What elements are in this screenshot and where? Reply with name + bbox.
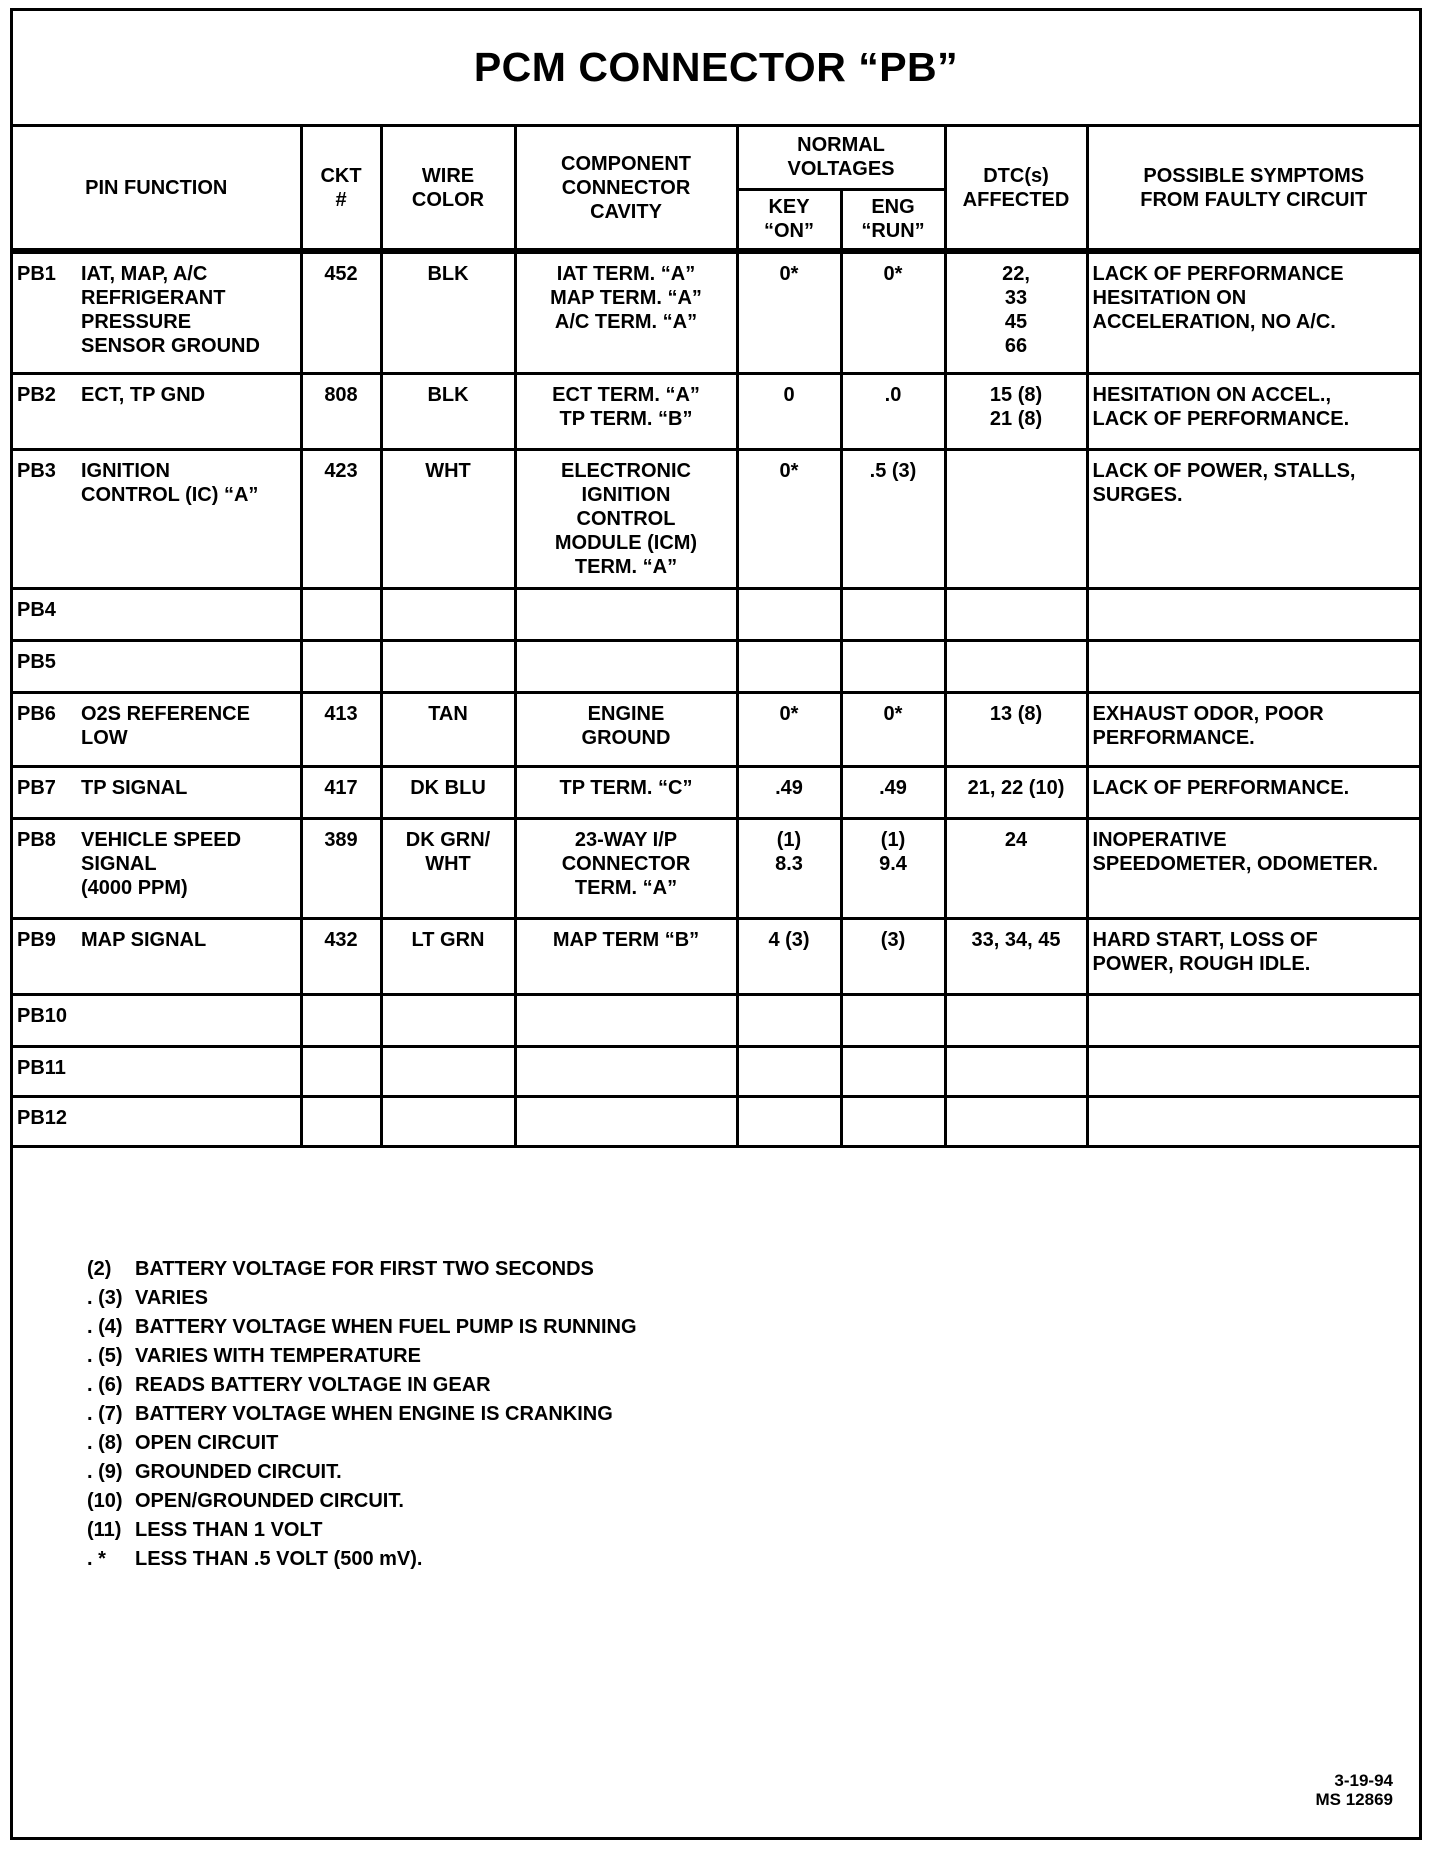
list-item	[87, 1313, 637, 1342]
dtc-affected: 15 (8) 21 (8)	[945, 373, 1087, 449]
note-text: GROUNDED CIRCUIT.	[135, 1461, 342, 1483]
eng-run-voltage: .5 (3)	[841, 449, 945, 588]
ckt-number: 432	[301, 918, 381, 994]
component-cavity	[515, 588, 737, 640]
dtc-affected	[945, 994, 1087, 1046]
pin-id: PB3	[17, 459, 56, 482]
component-cavity	[515, 1046, 737, 1096]
possible-symptoms: INOPERATIVE SPEEDOMETER, ODOMETER.	[1087, 818, 1419, 918]
pin-id: PB5	[17, 650, 56, 673]
note-marker: (2)	[87, 1258, 112, 1280]
dtc-affected	[945, 449, 1087, 588]
eng-run-voltage: (3)	[841, 918, 945, 994]
wire-color: DK BLU	[381, 766, 515, 818]
wire-color: DK GRN/ WHT	[381, 818, 515, 918]
page-title: PCM CONNECTOR “PB”	[13, 11, 1419, 127]
key-on-voltage: 4 (3)	[737, 918, 841, 994]
pin-function	[81, 598, 296, 622]
pin-function	[81, 1056, 296, 1080]
pin-id: PB7	[17, 776, 56, 799]
note-text: BATTERY VOLTAGE FOR FIRST TWO SECONDS	[135, 1258, 594, 1280]
eng-run-voltage	[841, 1046, 945, 1096]
ckt-number	[301, 1046, 381, 1096]
table-row	[13, 918, 1419, 994]
key-on-voltage: 0*	[737, 449, 841, 588]
wire-color	[381, 994, 515, 1046]
table-row	[13, 994, 1419, 1046]
wire-color: BLK	[381, 373, 515, 449]
eng-run-voltage	[841, 994, 945, 1046]
pin-function	[81, 650, 296, 674]
header-normal-voltages: NORMAL VOLTAGES	[737, 127, 945, 189]
list-item	[87, 1487, 637, 1516]
component-cavity	[515, 1096, 737, 1146]
pin-id: PB8	[17, 828, 56, 851]
eng-run-voltage: .49	[841, 766, 945, 818]
header-eng-run: ENG “RUN”	[841, 189, 945, 251]
list-item	[87, 1371, 637, 1400]
list-item	[87, 1516, 637, 1545]
footnotes	[87, 1255, 637, 1574]
pin-id: PB4	[17, 598, 56, 621]
table-row	[13, 692, 1419, 766]
ckt-number: 417	[301, 766, 381, 818]
possible-symptoms: LACK OF PERFORMANCE HESITATION ON ACCELERATION, NO A/C.	[1087, 251, 1419, 373]
possible-symptoms: HARD START, LOSS OF POWER, ROUGH IDLE.	[1087, 918, 1419, 994]
list-item	[87, 1429, 637, 1458]
note-text: READS BATTERY VOLTAGE IN GEAR	[135, 1374, 491, 1396]
dtc-affected: 33, 34, 45	[945, 918, 1087, 994]
key-on-voltage: 0	[737, 373, 841, 449]
dtc-affected	[945, 588, 1087, 640]
list-item	[87, 1284, 637, 1313]
wire-color: TAN	[381, 692, 515, 766]
wire-color	[381, 1096, 515, 1146]
component-cavity: 23-WAY I/P CONNECTOR TERM. “A”	[515, 818, 737, 918]
dtc-affected: 24	[945, 818, 1087, 918]
dtc-affected	[945, 1096, 1087, 1146]
note-text: BATTERY VOLTAGE WHEN FUEL PUMP IS RUNNING	[135, 1316, 637, 1338]
ckt-number	[301, 1096, 381, 1146]
note-marker: . (5)	[87, 1345, 123, 1367]
note-marker: . (3)	[87, 1287, 123, 1309]
dtc-affected: 13 (8)	[945, 692, 1087, 766]
document-stamp	[1316, 1771, 1394, 1809]
note-text: LESS THAN .5 VOLT (500 mV).	[135, 1548, 423, 1570]
pin-function	[81, 1004, 296, 1028]
note-marker: . (6)	[87, 1374, 123, 1396]
note-text: BATTERY VOLTAGE WHEN ENGINE IS CRANKING	[135, 1403, 613, 1425]
wire-color: LT GRN	[381, 918, 515, 994]
pin-id: PB1	[17, 263, 56, 285]
header-component: COMPONENT CONNECTOR CAVITY	[515, 127, 737, 251]
component-cavity: MAP TERM “B”	[515, 918, 737, 994]
pin-function: VEHICLE SPEED SIGNAL (4000 PPM)	[81, 828, 242, 899]
ckt-number: 413	[301, 692, 381, 766]
pin-id: PB6	[17, 702, 56, 725]
pin-id: PB10	[17, 1004, 68, 1027]
list-item	[87, 1458, 637, 1487]
ckt-number: 389	[301, 818, 381, 918]
eng-run-voltage	[841, 640, 945, 692]
pin-function: TP SIGNAL	[81, 776, 188, 799]
stamp-ref: MS 12869	[1315, 1790, 1393, 1809]
component-cavity: ENGINE GROUND	[515, 692, 737, 766]
key-on-voltage	[737, 640, 841, 692]
dtc-affected	[945, 640, 1087, 692]
key-on-voltage: 0*	[737, 692, 841, 766]
component-cavity: ELECTRONIC IGNITION CONTROL MODULE (ICM) TERM. “A”	[515, 449, 737, 588]
wire-color: BLK	[381, 251, 515, 373]
ckt-number: 452	[301, 251, 381, 373]
note-marker: . (7)	[87, 1403, 123, 1425]
note-text: LESS THAN 1 VOLT	[135, 1519, 323, 1541]
eng-run-voltage: .0	[841, 373, 945, 449]
table-row	[13, 251, 1419, 373]
key-on-voltage: (1) 8.3	[737, 818, 841, 918]
wire-color	[381, 640, 515, 692]
possible-symptoms: EXHAUST ODOR, POOR PERFORMANCE.	[1087, 692, 1419, 766]
note-marker: (11)	[87, 1519, 122, 1541]
document-sheet	[10, 8, 1422, 1840]
component-cavity	[515, 640, 737, 692]
note-text: VARIES	[135, 1287, 208, 1309]
header-symptoms: POSSIBLE SYMPTOMS FROM FAULTY CIRCUIT	[1087, 127, 1419, 251]
possible-symptoms	[1087, 1096, 1419, 1146]
table-row	[13, 1046, 1419, 1096]
possible-symptoms	[1087, 994, 1419, 1046]
dtc-affected: 21, 22 (10)	[945, 766, 1087, 818]
component-cavity: ECT TERM. “A” TP TERM. “B”	[515, 373, 737, 449]
component-cavity: TP TERM. “C”	[515, 766, 737, 818]
possible-symptoms: HESITATION ON ACCEL., LACK OF PERFORMANCE.	[1087, 373, 1419, 449]
key-on-voltage	[737, 1046, 841, 1096]
wire-color: WHT	[381, 449, 515, 588]
note-text: OPEN CIRCUIT	[135, 1432, 279, 1454]
dtc-affected	[945, 1046, 1087, 1096]
pin-id: PB9	[17, 928, 56, 951]
component-cavity: IAT TERM. “A” MAP TERM. “A” A/C TERM. “A”	[515, 251, 737, 373]
list-item	[87, 1400, 637, 1429]
pin-function: ECT, TP GND	[81, 383, 206, 406]
key-on-voltage	[737, 994, 841, 1046]
wire-color	[381, 588, 515, 640]
note-text: VARIES WITH TEMPERATURE	[135, 1345, 421, 1367]
pin-id: PB11	[17, 1056, 66, 1079]
list-item	[87, 1342, 637, 1371]
eng-run-voltage: 0*	[841, 251, 945, 373]
ckt-number	[301, 588, 381, 640]
eng-run-voltage: (1) 9.4	[841, 818, 945, 918]
note-marker: (10)	[87, 1490, 123, 1512]
wire-color	[381, 1046, 515, 1096]
list-item	[87, 1255, 637, 1284]
note-text: OPEN/GROUNDED CIRCUIT.	[135, 1490, 404, 1512]
header-ckt: CKT #	[301, 127, 381, 251]
table-row	[13, 588, 1419, 640]
dtc-affected: 22, 33 45 66	[945, 251, 1087, 373]
eng-run-voltage: 0*	[841, 692, 945, 766]
pin-function: IAT, MAP, A/C REFRIGERANT PRESSURE SENSOR GROUND	[81, 263, 260, 357]
possible-symptoms: LACK OF POWER, STALLS, SURGES.	[1087, 449, 1419, 588]
table-row	[13, 373, 1419, 449]
possible-symptoms: LACK OF PERFORMANCE.	[1087, 766, 1419, 818]
eng-run-voltage	[841, 1096, 945, 1146]
pin-function: O2S REFERENCE LOW	[81, 702, 250, 749]
key-on-voltage	[737, 1096, 841, 1146]
ckt-number	[301, 640, 381, 692]
pin-table	[13, 127, 1419, 1148]
possible-symptoms	[1087, 1046, 1419, 1096]
header-key-on: KEY “ON”	[737, 189, 841, 251]
eng-run-voltage	[841, 588, 945, 640]
stamp-date: 3-19-94	[1334, 1771, 1393, 1790]
table-row	[13, 766, 1419, 818]
possible-symptoms	[1087, 588, 1419, 640]
pin-id: PB2	[17, 383, 56, 406]
table-row	[13, 818, 1419, 918]
pin-id: PB12	[17, 1106, 68, 1129]
note-marker: . (8)	[87, 1432, 123, 1454]
header-pin-function: PIN FUNCTION	[13, 127, 301, 251]
component-cavity	[515, 994, 737, 1046]
note-marker: . (4)	[87, 1316, 123, 1338]
list-item	[87, 1545, 637, 1574]
pin-function	[81, 1106, 296, 1130]
key-on-voltage	[737, 588, 841, 640]
table-row	[13, 640, 1419, 692]
ckt-number: 808	[301, 373, 381, 449]
key-on-voltage: 0*	[737, 251, 841, 373]
note-marker: . *	[87, 1548, 106, 1570]
table-row	[13, 1096, 1419, 1146]
header-wire-color: WIRE COLOR	[381, 127, 515, 251]
header-dtc: DTC(s) AFFECTED	[945, 127, 1087, 251]
ckt-number: 423	[301, 449, 381, 588]
note-marker: . (9)	[87, 1461, 123, 1483]
pin-function: IGNITION CONTROL (IC) “A”	[81, 459, 259, 506]
key-on-voltage: .49	[737, 766, 841, 818]
pin-function: MAP SIGNAL	[81, 928, 207, 951]
table-row	[13, 449, 1419, 588]
possible-symptoms	[1087, 640, 1419, 692]
ckt-number	[301, 994, 381, 1046]
